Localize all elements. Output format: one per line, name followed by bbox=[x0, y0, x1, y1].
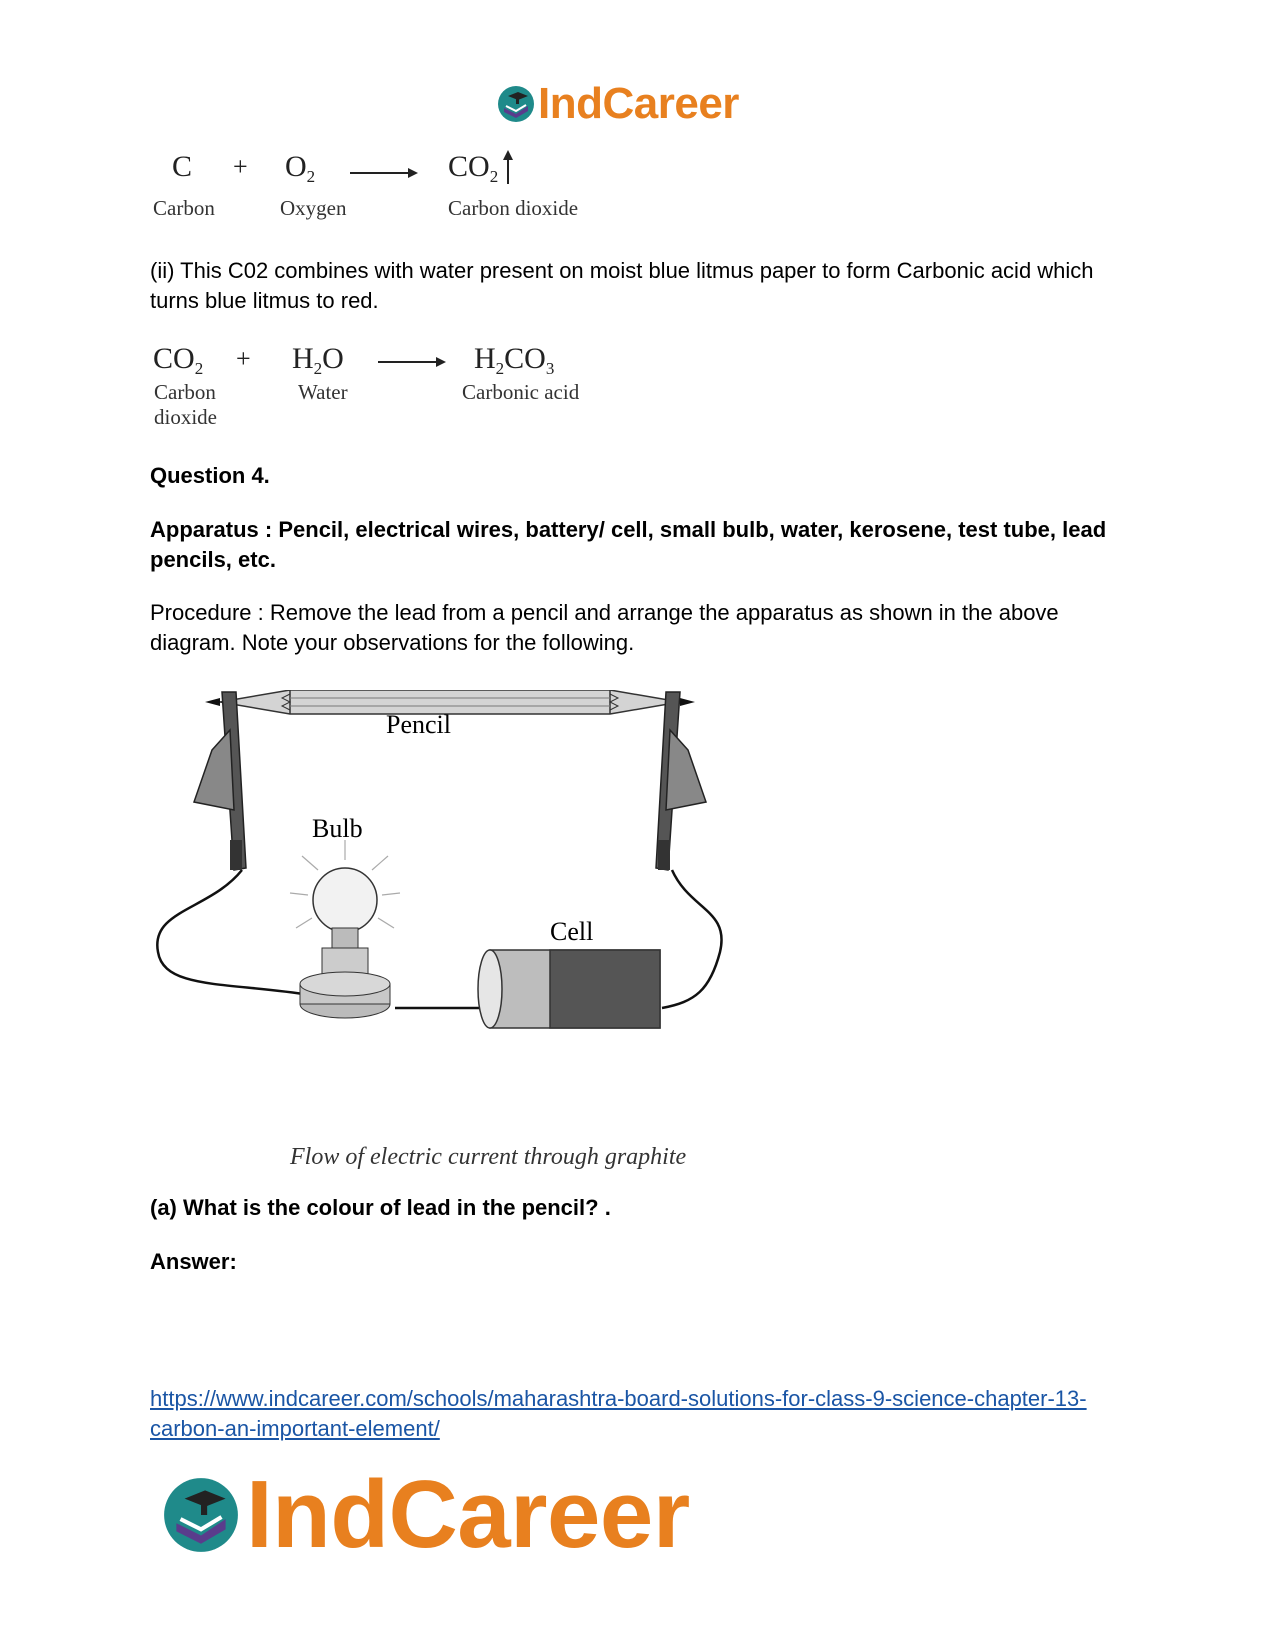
question-a: (a) What is the colour of lead in the pencil? . bbox=[150, 1195, 611, 1220]
bulb-graphic bbox=[290, 840, 400, 1018]
eq2-product-carbonic-acid: $H_2CO_3$ bbox=[474, 342, 555, 378]
eq1-product-co2: $CO_2$ bbox=[448, 150, 499, 186]
diagram-label-cell: Cell bbox=[550, 917, 594, 946]
eq2-reactant-water: $H_2O$ bbox=[292, 342, 344, 378]
eq1-reactant-carbon: C bbox=[172, 150, 193, 183]
eq1-plus: + bbox=[233, 152, 248, 181]
logo-book-icon bbox=[496, 84, 536, 124]
eq2-plus: + bbox=[236, 344, 251, 373]
answer-label: Answer: bbox=[150, 1249, 237, 1274]
eq2-reactant-co2: $CO_2$ bbox=[153, 342, 204, 378]
eq2-label-carbonic-acid: Carbonic acid bbox=[462, 380, 580, 404]
diagram-caption: Flow of electric current through graphite bbox=[290, 1144, 687, 1170]
eq2-label-dioxide: dioxide bbox=[154, 405, 217, 429]
diagram-label-pencil: Pencil bbox=[386, 710, 451, 739]
eq1-label-carbon: Carbon bbox=[153, 196, 215, 220]
source-link[interactable]: https://www.indcareer.com/schools/maharashtra-board-solutions-for-class-9-science-chapter-13-carbon-an-important-element/ bbox=[150, 1386, 1087, 1441]
indcareer-logo-top bbox=[496, 80, 739, 128]
eq1-arrow bbox=[350, 166, 418, 180]
circuit-diagram bbox=[150, 690, 750, 1190]
right-crocodile-clip bbox=[656, 692, 706, 870]
eq1-reactant-oxygen: $O_2$ bbox=[285, 150, 316, 186]
diagram-label-bulb: Bulb bbox=[312, 814, 363, 843]
gas-evolved-arrow-icon bbox=[501, 150, 515, 186]
logo-wordmark: IndCareer bbox=[538, 79, 739, 128]
cell-graphic bbox=[478, 950, 660, 1028]
eq2-arrow bbox=[378, 355, 446, 369]
paragraph-ii: (ii) This C02 combines with water present on moist blue litmus paper to form Carbonic acid which turns blue litmus to red. bbox=[150, 258, 1094, 313]
question-heading: Question 4. bbox=[150, 463, 270, 488]
eq1-label-carbon-dioxide: Carbon dioxide bbox=[448, 196, 579, 220]
circuit-illustration bbox=[150, 690, 750, 1110]
eq1-label-oxygen: Oxygen bbox=[280, 196, 347, 220]
left-crocodile-clip bbox=[194, 692, 246, 870]
logo-wordmark: IndCareer bbox=[246, 1461, 690, 1568]
logo-book-icon bbox=[160, 1474, 242, 1556]
eq2-label-carbon: Carbon bbox=[154, 380, 216, 404]
indcareer-logo-bottom bbox=[160, 1461, 690, 1568]
apparatus-text: Apparatus : Pencil, electrical wires, battery/ cell, small bulb, water, kerosene, test tube, lead pencils, etc. bbox=[150, 517, 1107, 572]
procedure-text: Procedure : Remove the lead from a pencil and arrange the apparatus as shown in the above diagram. Note your observations for the following. bbox=[150, 600, 1059, 655]
eq2-label-water: Water bbox=[298, 380, 348, 404]
